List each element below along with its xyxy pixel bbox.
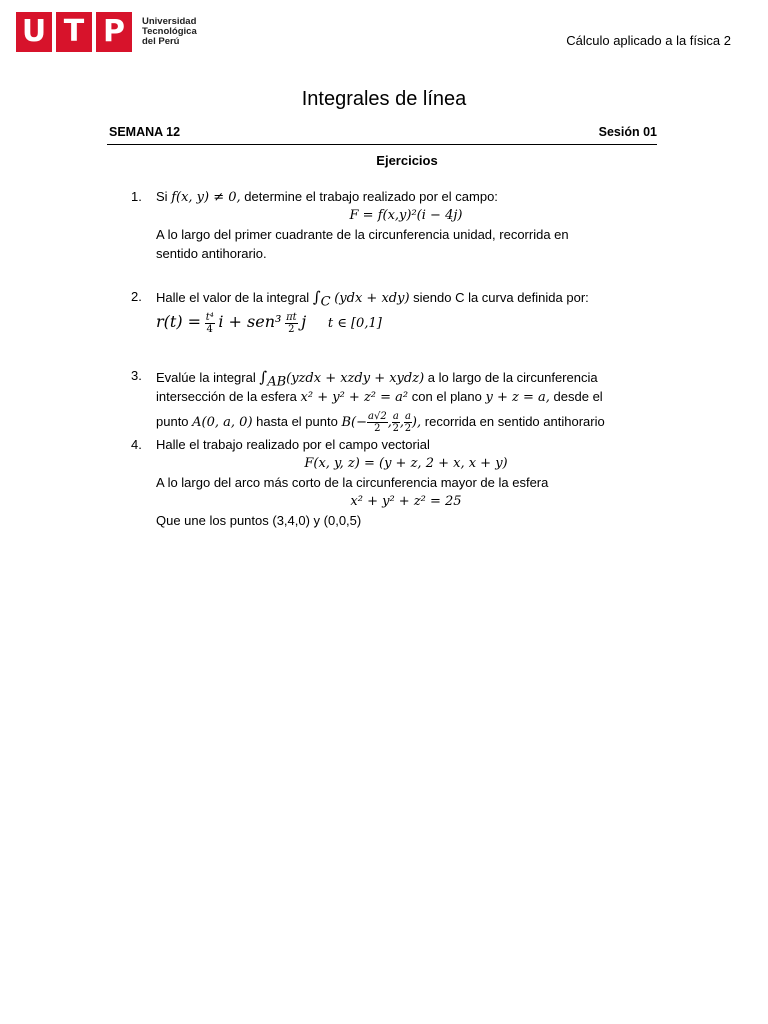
fraction-numerator: a [404, 411, 411, 422]
logo-text [142, 17, 197, 47]
integral-subscript: AB [267, 374, 287, 390]
exercise-4-formula-2: x² + y² + z² = 25 [350, 494, 462, 509]
math-expression: t ∈ [0,1] [327, 316, 382, 331]
exercise-number: 1. [131, 189, 142, 204]
fraction [205, 312, 215, 335]
exercise-text: Si [156, 189, 168, 204]
math-expression: i + sen³ [218, 312, 282, 331]
exercise-1-line-2: A lo largo del primer cuadrante de la circunferencia unidad, recorrida en [156, 227, 569, 242]
exercise-4-line-3: Que une los puntos (3,4,0) y (0,0,5) [156, 513, 362, 528]
math-expression: x² + y² + z² = a² [300, 390, 409, 405]
fraction-denominator: 2 [374, 423, 381, 434]
logo-text-line: del Perú [142, 36, 180, 47]
logo-letter-p: P [96, 12, 132, 52]
exercise-1-line-1 [156, 189, 498, 205]
page-title: Integrales de línea [301, 88, 467, 110]
integral-symbol: ∫ [259, 368, 268, 386]
fraction-denominator: 2 [392, 423, 400, 434]
exercise-4-line-2: A lo largo del arco más corto de la circunferencia mayor de la esfera [156, 475, 549, 490]
session-label: Sesión 01 [598, 125, 657, 139]
exercise-text: intersección de la esfera [156, 389, 297, 404]
fraction-numerator: a√2 [368, 411, 387, 422]
logo-letter-u: U [16, 12, 52, 52]
fraction-numerator: t⁴ [205, 312, 214, 324]
exercise-text: hasta el punto [256, 413, 338, 429]
exercise-number: 4. [131, 437, 142, 452]
exercise-number: 2. [131, 289, 142, 304]
math-expression: j [301, 312, 307, 331]
fraction-numerator: πt [286, 312, 297, 324]
exercise-text: Halle el valor de la integral [156, 290, 310, 305]
exercise-text: con el plano [411, 389, 482, 404]
exercise-2-formula [156, 312, 382, 335]
exercise-text: determine el trabajo realizado por el campo: [244, 189, 498, 204]
math-expression: (yzdx + xzdy + xydz) [286, 371, 425, 386]
math-expression: ), [411, 414, 422, 430]
fraction-numerator: a [392, 411, 399, 422]
exercise-text: Evalúe la integral [156, 370, 256, 385]
exercise-number: 3. [131, 368, 142, 383]
section-subtitle: Ejercicios [376, 153, 438, 168]
math-expression: r(t) = [156, 312, 202, 331]
exercise-text: a lo largo de la circunferencia [427, 370, 598, 385]
math-expression: B(− [341, 414, 367, 430]
course-name: Cálculo aplicado a la física 2 [566, 33, 731, 48]
fraction-denominator: 2 [404, 423, 412, 434]
fraction [404, 411, 412, 434]
exercise-3-line-2 [156, 389, 603, 405]
exercise-text: desde el [553, 389, 603, 404]
exercise-1-formula: F = f(x,y)²(i − 4j) [349, 208, 463, 223]
exercise-1-line-3: sentido antihorario. [156, 246, 267, 261]
integral-subscript: C [320, 294, 331, 310]
exercise-4-formula-1: F(x, y, z) = (y + z, 2 + x, x + y) [304, 456, 508, 471]
fraction [367, 411, 388, 434]
fraction-denominator: 2 [288, 324, 295, 336]
fraction [392, 411, 400, 434]
week-label: SEMANA 12 [109, 125, 181, 139]
exercise-text: siendo C la curva definida por: [413, 290, 589, 305]
exercise-text: recorrida en sentido antihorario [424, 413, 605, 429]
math-expression: (ydx + xdy) [334, 291, 410, 306]
week-session-bar [107, 125, 657, 145]
exercise-text: punto [156, 413, 189, 429]
integral-symbol: ∫ [312, 288, 321, 306]
math-expression: f(x, y) ≠ 0, [171, 190, 241, 205]
math-expression: A(0, a, 0) [192, 414, 253, 430]
fraction-denominator: 4 [206, 324, 213, 336]
exercise-4-line-1: Halle el trabajo realizado por el campo vectorial [156, 437, 430, 452]
exercise-2-line-1 [156, 288, 589, 310]
exercise-3-line-1 [156, 368, 598, 390]
fraction [285, 312, 298, 335]
exercise-3-line-3: punto A(0, a, 0) hasta el punto B(− $\frac{a√2}{2}$ , $\frac{a}{2}$ , $\frac{a}{2}$ ), recorrida en sentido antihorario [156, 411, 605, 434]
logo-text-line: Universidad [142, 16, 197, 27]
logo-letter-t: T [56, 12, 92, 52]
utp-logo [16, 12, 197, 52]
math-expression: y + z = a, [485, 390, 550, 405]
logo-text-line: Tecnológica [142, 26, 197, 37]
